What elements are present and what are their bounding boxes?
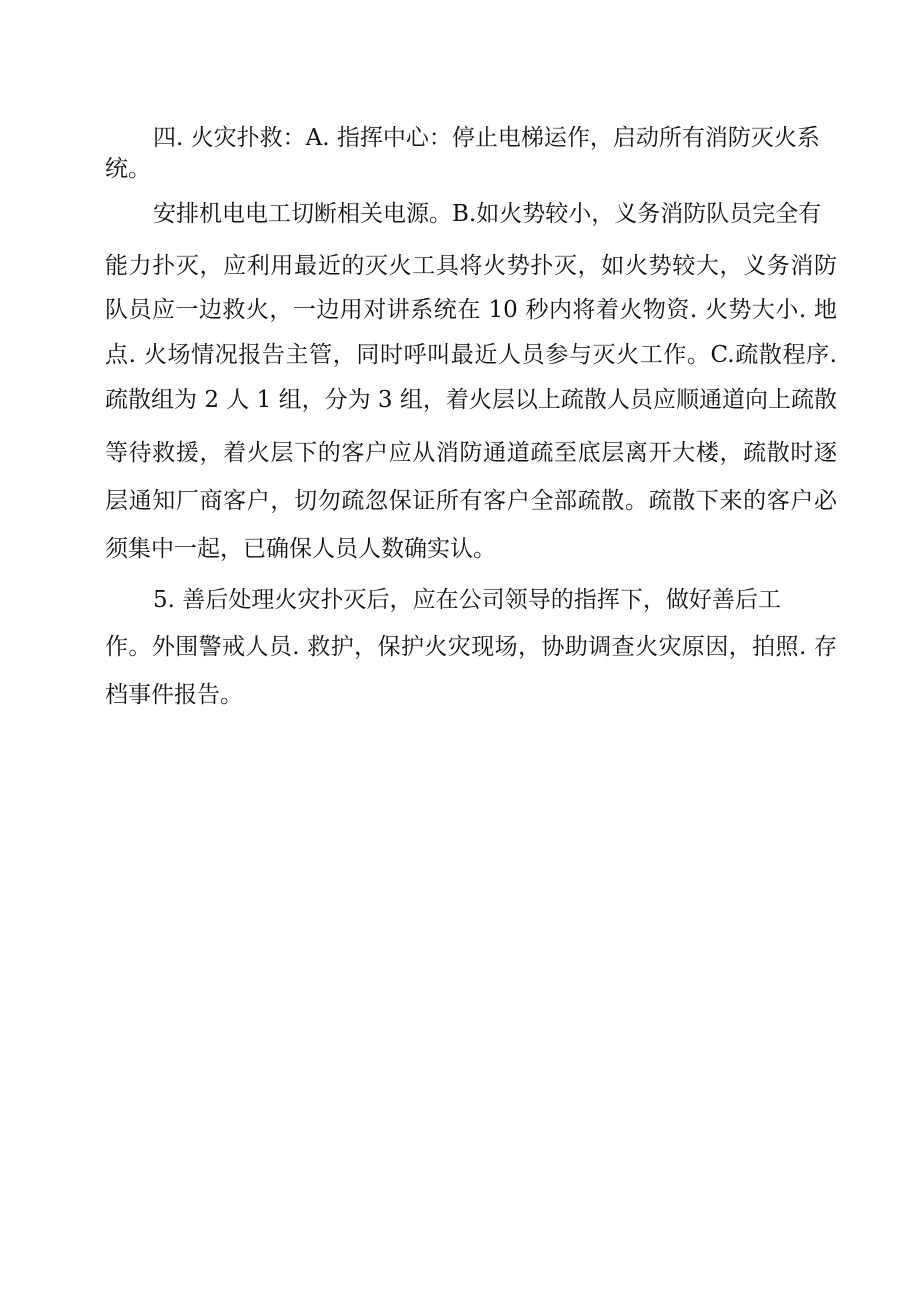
paragraph-2-line-8: 须集中一起，已确保人员人数确实认。 <box>105 536 496 562</box>
paragraph-2-line-4: 点. 火场情况报告主管，同时呼叫最近人员参与灭火工作。C.疏散程序. <box>105 342 837 368</box>
paragraph-2-line-6: 等待救援，着火层下的客户应从消防通道疏至底层离开大楼，疏散时逐 <box>105 440 837 466</box>
paragraph-2-line-2: 能力扑灭，应利用最近的灭火工具将火势扑灭，如火势较大，义务消防 <box>105 253 837 279</box>
paragraph-3-line-2: 作。外围警戒人员. 救护，保护火灾现场，协助调查火灾原因，拍照. 存 <box>105 634 837 660</box>
paragraph-1-line-2: 统。 <box>105 156 151 182</box>
paragraph-2-line-1: 安排机电电工切断相关电源。B.如火势较小，义务消防队员完全有 <box>153 201 822 227</box>
paragraph-2-line-3: 队员应一边救火，一边用对讲系统在 10 秒内将着火物资. 火势大小. 地 <box>105 297 837 323</box>
paragraph-3-line-3: 档事件报告。 <box>105 682 243 708</box>
paragraph-3-line-1: 5. 善后处理火灾扑灭后，应在公司领导的指挥下，做好善后工 <box>153 587 781 613</box>
paragraph-1-line-1: 四. 火灾扑救：A. 指挥中心：停止电梯运作，启动所有消防灭火系 <box>153 125 820 151</box>
paragraph-2-line-5: 疏散组为 2 人 1 组，分为 3 组，着火层以上疏散人员应顺通道向上疏散 <box>105 387 837 413</box>
paragraph-2-line-7: 层通知厂商客户，切勿疏忽保证所有客户全部疏散。疏散下来的客户必 <box>105 488 837 514</box>
